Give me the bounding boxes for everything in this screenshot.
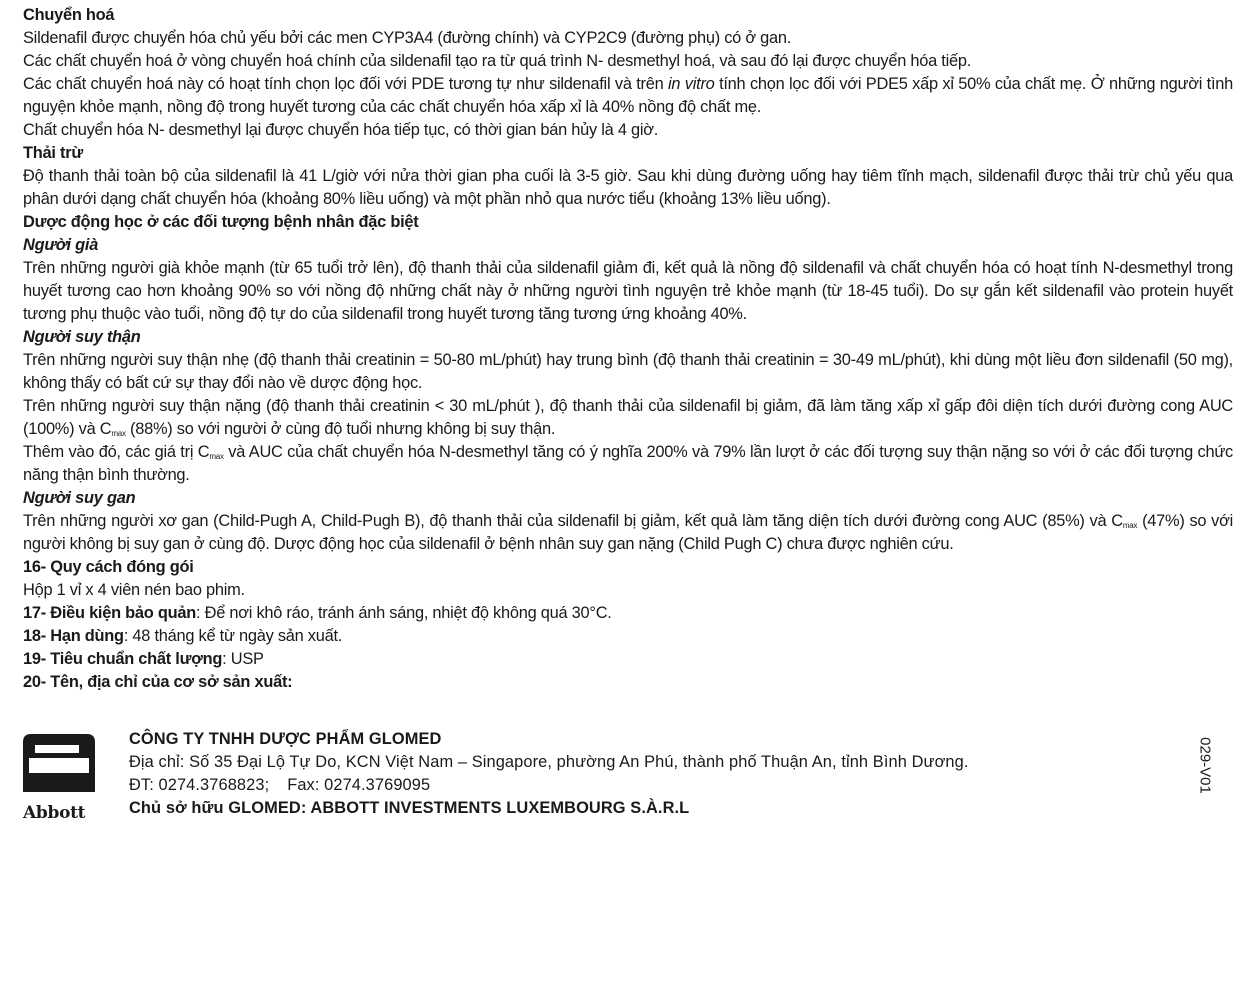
leaflet-text <box>23 0 1233 694</box>
subheading-elderly: Người già <box>23 236 99 254</box>
paragraph: Sildenafil được chuyển hóa chủ yếu bởi các men CYP3A4 (đường chính) và CYP2C9 (đường phụ) có ở gan. <box>23 29 792 47</box>
italic-text: in vitro <box>668 75 715 93</box>
heading-special-populations: Dược động học ở các đối tượng bệnh nhân đặc biệt <box>23 213 419 231</box>
subscript: max <box>111 429 126 438</box>
subheading-renal: Người suy thận <box>23 328 141 346</box>
section-18 <box>23 625 1233 648</box>
text-run: Trên những người suy thận nặng (độ thanh thải creatinin < 30 mL/phút ), độ thanh thải của sildenafil bị giảm, đã làm tăng xấp xỉ gấp đôi diện tích dưới đường cong AUC (100%) và C <box>23 397 1233 438</box>
paragraph <box>23 510 1233 556</box>
company-contact <box>129 774 969 797</box>
phone: ĐT: 0274.3768823; <box>129 776 270 794</box>
heading-section-20: 20- Tên, địa chỉ của cơ sở sản xuất: <box>23 673 293 691</box>
document-code-text: 029-V01 <box>1196 737 1214 794</box>
text-run: (47%) so với người không bị suy gan ở cùng độ. Dược động học của sildenafil ở bệnh nhân suy gan nặng (Child Pugh C) chưa được nghiên cứu. <box>23 512 1234 553</box>
subheading-hepatic: Người suy gan <box>23 489 136 507</box>
abbott-logo-text: Abbott <box>23 803 86 823</box>
section-17 <box>23 602 1233 625</box>
text-run: Các chất chuyển hoá này có hoạt tính chọn lọc đối với PDE tương tự như sildenafil và trên <box>23 75 669 93</box>
paragraph: Hộp 1 vỉ x 4 viên nén bao phim. <box>23 581 245 599</box>
heading-section-16: 16- Quy cách đóng gói <box>23 558 194 576</box>
heading-chuyen-hoa: Chuyển hoá <box>23 6 115 24</box>
company-address: Địa chỉ: Số 35 Đại Lộ Tự Do, KCN Việt Nam – Singapore, phường An Phú, thành phố Thuận An, tỉnh Bình Dương. <box>129 753 969 771</box>
text-run: : Để nơi khô ráo, tránh ánh sáng, nhiệt độ không quá 30°C. <box>196 604 612 622</box>
paragraph: Độ thanh thải toàn bộ của sildenafil là 41 L/giờ với nửa thời gian pha cuối là 3-5 giờ. Sau khi dùng đường uống hay tiêm tĩnh mạch, sildenafil được thải trừ chủ yếu qua phân dưới dạng chất chuyển hóa (khoảng 80% liều uống) và một phần nhỏ qua nước tiểu (khoảng 13% liều uống). <box>23 167 1233 208</box>
text-run: Thêm vào đó, các giá trị C <box>23 443 210 461</box>
paragraph: Các chất chuyển hoá ở vòng chuyển hoá chính của sildenafil tạo ra từ quá trình N- desmethyl hoá, và sau đó lại được chuyển hóa tiếp. <box>23 52 972 70</box>
heading-thai-tru: Thải trừ <box>23 144 83 162</box>
text-run: : USP <box>222 650 264 668</box>
text-run: : 48 tháng kể từ ngày sản xuất. <box>123 627 343 645</box>
document-code <box>1198 733 1212 797</box>
fax: Fax: 0274.3769095 <box>287 776 431 794</box>
abbott-logo-icon <box>23 734 95 792</box>
paragraph: Trên những người suy thận nhẹ (độ thanh thải creatinin = 50-80 mL/phút) hay trung bình (độ thanh thải creatinin = 30-49 mL/phút), khi dùng một liều đơn sildenafil (50 mg), không thấy có bất cứ sự thay đổi nào về dược động học. <box>23 351 1233 392</box>
text-run: Trên những người xơ gan (Child-Pugh A, Child-Pugh B), độ thanh thải của sildenafil bị giảm, kết quả làm tăng diện tích dưới đường cong AUC (85%) và C <box>23 512 1123 530</box>
section-label: 18- Hạn dùng <box>23 627 124 645</box>
paragraph: Chất chuyển hóa N- desmethyl lại được chuyển hóa tiếp tục, có thời gian bán hủy là 4 giờ. <box>23 121 659 139</box>
paragraph <box>23 73 1233 119</box>
subscript: max <box>1122 521 1138 530</box>
company-owner: Chủ sở hữu GLOMED: ABBOTT INVESTMENTS LUXEMBOURG S.À.R.L <box>129 799 690 817</box>
paragraph <box>23 441 1233 487</box>
text-run: và AUC của chất chuyển hóa N-desmethyl tăng có ý nghĩa 200% và 79% lần lượt ở các đối tượng suy thận nặng so với ở các đối tượng chức năng thận bình thường. <box>23 443 1233 484</box>
section-label: 19- Tiêu chuẩn chất lượng <box>23 650 223 668</box>
subscript: max <box>209 452 224 461</box>
section-label: 17- Điều kiện bảo quản <box>23 604 197 622</box>
paragraph: Trên những người già khỏe mạnh (từ 65 tuổi trở lên), độ thanh thải của sildenafil giảm đi, kết quả là nồng độ sildenafil và chất chuyển hóa có hoạt tính N-desmethyl trong huyết tương cao hơn khoảng 90% so với nồng độ những chất này ở những người tình nguyện trẻ khỏe mạnh (từ 18-45 tuổi). Do sự gắn kết sildenafil vào protein huyết tương phụ thuộc vào tuổi, nồng độ tự do của sildenafil trong huyết tương tăng tương ứng khoảng 40%. <box>23 259 1233 323</box>
company-name: CÔNG TY TNHH DƯỢC PHẨM GLOMED <box>129 730 442 748</box>
manufacturer-footer <box>23 728 1233 828</box>
company-info <box>129 728 969 820</box>
text-run: (88%) so với người ở cùng độ tuổi nhưng không bị suy thận. <box>125 420 556 438</box>
text-run: tính chọn lọc đối với PDE5 xấp xỉ 50% của chất mẹ. Ở những người tình nguyện khỏe mạnh, nồng độ trong huyết tương của các chất chuyển hóa xấp xỉ là 40% nồng độ chất mẹ. <box>23 75 1233 116</box>
paragraph <box>23 395 1233 441</box>
section-19 <box>23 648 1233 671</box>
